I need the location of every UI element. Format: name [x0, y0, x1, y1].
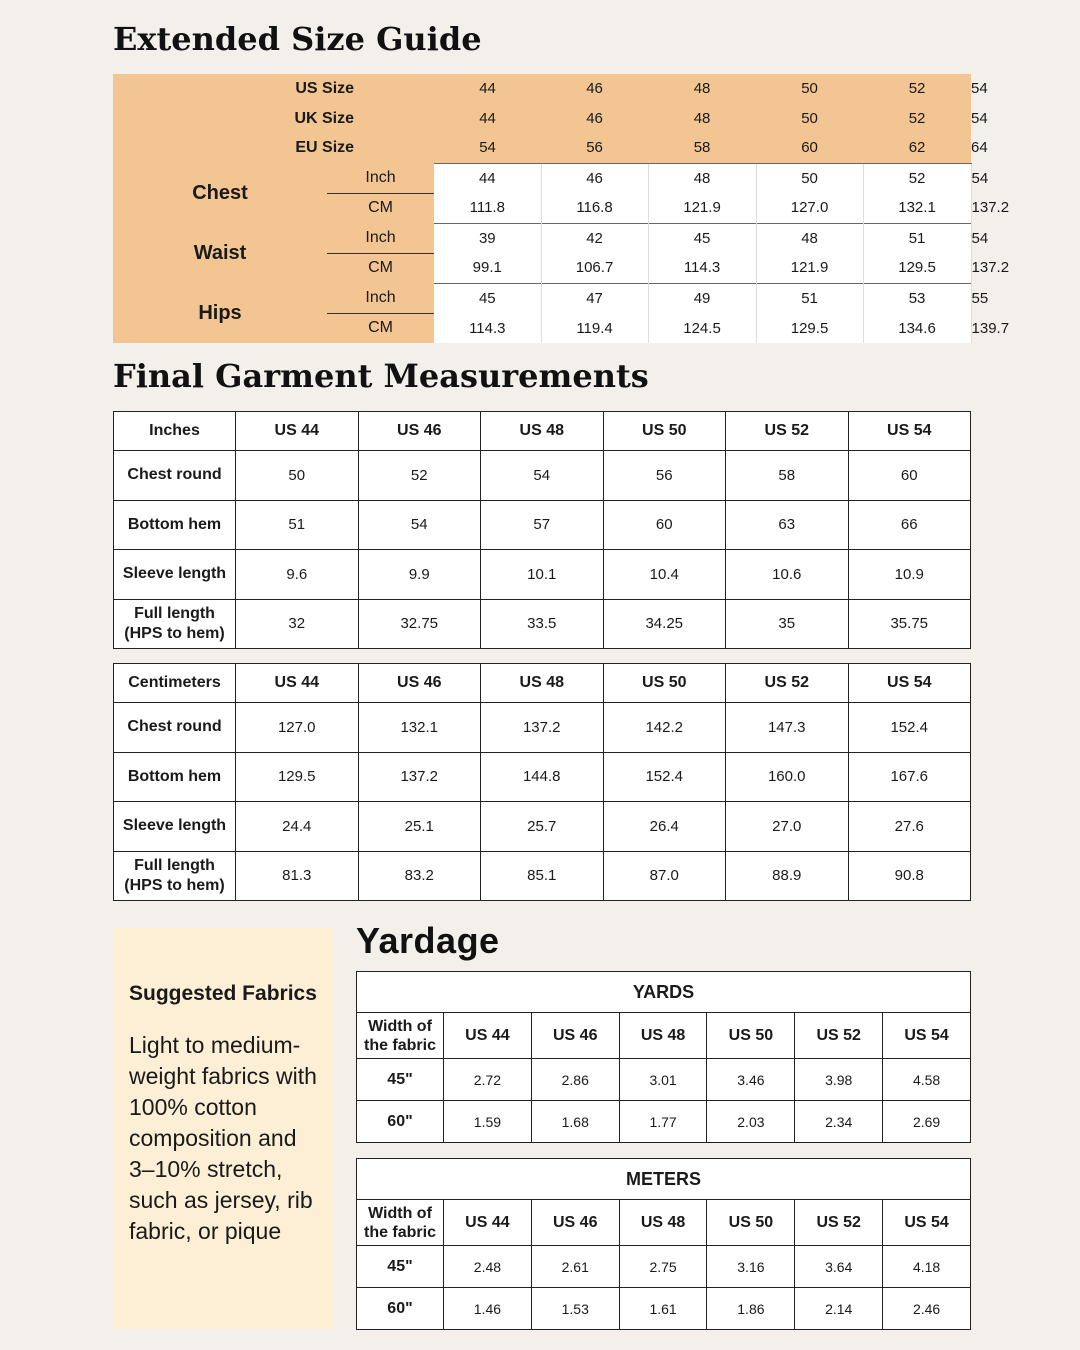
table-cell: 3.46: [707, 1059, 795, 1101]
table-cell: 57: [481, 500, 604, 550]
column-header: US 46: [358, 412, 481, 451]
measurement-value: 51: [863, 223, 971, 253]
column-header: US 50: [603, 412, 726, 451]
unit-label: Inch: [327, 283, 434, 313]
table-cell: 137.2: [481, 703, 604, 753]
measurement-value: 121.9: [648, 193, 756, 223]
column-header: US 44: [236, 412, 359, 451]
table-cell: 35: [726, 599, 849, 649]
unit-label: CM: [327, 193, 434, 223]
column-header: US 46: [358, 664, 481, 703]
measurement-value: 116.8: [541, 193, 648, 223]
table-cell: 87.0: [603, 851, 726, 901]
measurement-value: 45: [648, 223, 756, 253]
table-cell: 60: [603, 500, 726, 550]
size-value: 48: [648, 104, 756, 134]
measurement-row: CM 114.3 119.4 124.5 129.5 134.6 139.7: [113, 313, 971, 343]
table-cell: 2.75: [619, 1246, 707, 1288]
size-value: 44: [434, 104, 541, 134]
measurement-value: 119.4: [541, 313, 648, 343]
table-cell: 83.2: [358, 851, 481, 901]
table-cell: 58: [726, 451, 849, 501]
measurement-value: 39: [434, 223, 541, 253]
row-label: [114, 451, 236, 501]
table-cell: 81.3: [236, 851, 359, 901]
column-header: US 52: [795, 1200, 883, 1246]
table-cell: 3.01: [619, 1059, 707, 1101]
measurement-value: 53: [863, 283, 971, 313]
table-cell: 2.69: [883, 1101, 971, 1143]
measurement-value: 129.5: [863, 253, 971, 283]
measurement-value: 121.9: [756, 253, 863, 283]
table-cell: 3.16: [707, 1246, 795, 1288]
measurement-value: 52: [863, 163, 971, 193]
unit-label: Inch: [327, 163, 434, 193]
corner-label: [357, 1013, 444, 1059]
table-cell: 4.18: [883, 1246, 971, 1288]
table-caption-row: [357, 972, 971, 1013]
table-cell: 90.8: [848, 851, 971, 901]
fabrics-title: Suggested Fabrics: [129, 982, 317, 1005]
column-header: US 50: [603, 664, 726, 703]
table-cell: 1.61: [619, 1288, 707, 1330]
table-cell: 2.14: [795, 1288, 883, 1330]
table-cell: 9.6: [236, 550, 359, 600]
column-header: US 44: [236, 664, 359, 703]
table-header-row: [114, 664, 971, 703]
column-header: US 48: [619, 1200, 707, 1246]
measurement-value: 127.0: [756, 193, 863, 223]
size-value: 50: [756, 74, 863, 104]
centimeters-table: [113, 663, 971, 901]
column-header: US 46: [531, 1013, 619, 1059]
table-row: [357, 1059, 971, 1101]
column-header: US 50: [707, 1200, 795, 1246]
measurement-value: 49: [648, 283, 756, 313]
table-row: [114, 851, 971, 901]
size-system-label: US Size: [113, 74, 434, 104]
table-cell: 129.5: [236, 752, 359, 802]
column-header: US 44: [444, 1013, 532, 1059]
table-cell: 66: [848, 500, 971, 550]
column-header: US 54: [883, 1013, 971, 1059]
row-label-line: Full length: [134, 604, 215, 622]
measurement-value: 114.3: [434, 313, 541, 343]
group-label-hips: Hips: [113, 283, 327, 343]
row-label-line: Chest round: [127, 466, 222, 484]
size-system-label: UK Size: [113, 104, 434, 134]
row-label-line: Bottom hem: [127, 515, 222, 533]
table-cell: 137.2: [358, 752, 481, 802]
table-cell: 2.34: [795, 1101, 883, 1143]
size-system-label: EU Size: [113, 133, 434, 163]
size-value: 46: [541, 104, 648, 134]
unit-label: Inch: [327, 223, 434, 253]
measurement-value: 51: [756, 283, 863, 313]
measurement-row: Chest Inch 44 46 48 50 52 54: [113, 163, 971, 193]
table-cell: 2.72: [444, 1059, 532, 1101]
size-header-row: EU Size 54 56 58 60 62 64: [113, 133, 971, 163]
size-value: 52: [863, 74, 971, 104]
corner-label: Inches: [114, 412, 236, 451]
table-row: [114, 752, 971, 802]
table-row: [114, 550, 971, 600]
table-caption: YARDS: [357, 972, 971, 1013]
column-header: US 46: [531, 1200, 619, 1246]
table-cell: 25.1: [358, 802, 481, 852]
table-cell: 1.59: [444, 1101, 532, 1143]
row-label: 45": [357, 1246, 444, 1288]
unit-label: CM: [327, 313, 434, 343]
table-cell: 35.75: [848, 599, 971, 649]
column-header: US 54: [848, 664, 971, 703]
table-cell: 127.0: [236, 703, 359, 753]
table-cell: 54: [358, 500, 481, 550]
size-value: 50: [756, 104, 863, 134]
table-row: [114, 500, 971, 550]
table-caption: METERS: [357, 1159, 971, 1200]
size-guide-title: Extended Size Guide: [113, 20, 482, 58]
table-cell: 85.1: [481, 851, 604, 901]
table-cell: 144.8: [481, 752, 604, 802]
table-cell: 27.0: [726, 802, 849, 852]
measurement-value: 111.8: [434, 193, 541, 223]
size-value: 46: [541, 74, 648, 104]
table-cell: 10.1: [481, 550, 604, 600]
table-cell: 2.48: [444, 1246, 532, 1288]
measurement-value: 132.1: [863, 193, 971, 223]
measurement-value: 48: [756, 223, 863, 253]
row-label: [114, 500, 236, 550]
table-cell: 52: [358, 451, 481, 501]
table-cell: 34.25: [603, 599, 726, 649]
measurement-value: 106.7: [541, 253, 648, 283]
table-row: [114, 451, 971, 501]
table-cell: 2.61: [531, 1246, 619, 1288]
measurement-value: 47: [541, 283, 648, 313]
fabrics-text: Light to medium-weight fabrics with 100% cotton composition and 3–10% stretch, such as jersey, rib fabric, or pique: [129, 1032, 317, 1244]
table-cell: 2.03: [707, 1101, 795, 1143]
row-label-line: (HPS to hem): [124, 624, 225, 642]
table-cell: 152.4: [603, 752, 726, 802]
column-header: US 44: [444, 1200, 532, 1246]
table-cell: 1.68: [531, 1101, 619, 1143]
column-header: US 48: [619, 1013, 707, 1059]
corner-label: Centimeters: [114, 664, 236, 703]
row-label-line: Sleeve length: [122, 817, 227, 835]
table-cell: 56: [603, 451, 726, 501]
table-row: [357, 1246, 971, 1288]
table-cell: 152.4: [848, 703, 971, 753]
table-cell: 60: [848, 451, 971, 501]
row-label-line: (HPS to hem): [124, 876, 225, 894]
table-cell: 167.6: [848, 752, 971, 802]
measurement-row: CM 99.1 106.7 114.3 121.9 129.5 137.2: [113, 253, 971, 283]
table-cell: 24.4: [236, 802, 359, 852]
row-label: [114, 599, 236, 649]
measurement-value: 99.1: [434, 253, 541, 283]
table-cell: 32: [236, 599, 359, 649]
table-cell: 132.1: [358, 703, 481, 753]
measurement-value: 50: [756, 163, 863, 193]
row-label-line: Chest round: [127, 718, 222, 736]
column-header: US 50: [707, 1013, 795, 1059]
row-label: 45": [357, 1059, 444, 1101]
row-label-line: Full length: [134, 856, 215, 874]
table-cell: 1.77: [619, 1101, 707, 1143]
row-label: 60": [357, 1288, 444, 1330]
table-cell: 147.3: [726, 703, 849, 753]
corner-line: the fabric: [363, 1223, 436, 1241]
measurement-value: 45: [434, 283, 541, 313]
table-cell: 88.9: [726, 851, 849, 901]
yards-table: [356, 971, 971, 1143]
size-header-row: US Size 44 46 48 50 52 54: [113, 74, 971, 104]
size-value: 62: [863, 133, 971, 163]
table-cell: 33.5: [481, 599, 604, 649]
inches-table: [113, 411, 971, 649]
column-header: US 52: [795, 1013, 883, 1059]
table-cell: 9.9: [358, 550, 481, 600]
table-cell: 32.75: [358, 599, 481, 649]
measurement-row: Hips Inch 45 47 49 51 53 55: [113, 283, 971, 313]
column-header: US 52: [726, 664, 849, 703]
table-cell: 1.53: [531, 1288, 619, 1330]
table-cell: 2.86: [531, 1059, 619, 1101]
table-header-row: [114, 412, 971, 451]
size-header-row: UK Size 44 46 48 50 52 54: [113, 104, 971, 134]
measurement-value: 48: [648, 163, 756, 193]
table-caption-row: [357, 1159, 971, 1200]
table-cell: 2.46: [883, 1288, 971, 1330]
table-cell: 50: [236, 451, 359, 501]
column-header: US 48: [481, 664, 604, 703]
table-cell: 10.9: [848, 550, 971, 600]
size-value: 48: [648, 74, 756, 104]
table-cell: 27.6: [848, 802, 971, 852]
group-label-waist: Waist: [113, 223, 327, 283]
table-cell: 4.58: [883, 1059, 971, 1101]
size-value: 60: [756, 133, 863, 163]
size-guide-table: [113, 74, 1010, 343]
table-cell: 51: [236, 500, 359, 550]
size-value: 44: [434, 74, 541, 104]
table-cell: 160.0: [726, 752, 849, 802]
measurement-value: 46: [541, 163, 648, 193]
measurement-value: 114.3: [648, 253, 756, 283]
row-label: [114, 550, 236, 600]
table-cell: 3.98: [795, 1059, 883, 1101]
corner-line: Width of: [368, 1204, 432, 1222]
table-cell: 63: [726, 500, 849, 550]
column-header: US 54: [848, 412, 971, 451]
table-row: [114, 802, 971, 852]
row-label: [114, 703, 236, 753]
garment-title: Final Garment Measurements: [113, 357, 649, 395]
corner-line: Width of: [368, 1017, 432, 1035]
row-label: [114, 802, 236, 852]
column-header: US 52: [726, 412, 849, 451]
row-label-line: Bottom hem: [127, 767, 222, 785]
table-cell: 26.4: [603, 802, 726, 852]
measurement-row: Waist Inch 39 42 45 48 51 54: [113, 223, 971, 253]
measurement-value: 134.6: [863, 313, 971, 343]
table-cell: 10.6: [726, 550, 849, 600]
column-header: US 48: [481, 412, 604, 451]
measurement-value: 42: [541, 223, 648, 253]
table-header-row: [357, 1200, 971, 1246]
table-cell: 3.64: [795, 1246, 883, 1288]
yardage-title: Yardage: [356, 920, 500, 961]
table-row: [114, 599, 971, 649]
column-header: US 54: [883, 1200, 971, 1246]
row-label: 60": [357, 1101, 444, 1143]
size-value: 56: [541, 133, 648, 163]
table-cell: 142.2: [603, 703, 726, 753]
suggested-fabrics-box: [113, 928, 334, 1329]
table-cell: 54: [481, 451, 604, 501]
row-label: [114, 851, 236, 901]
size-value: 54: [434, 133, 541, 163]
measurement-value: 129.5: [756, 313, 863, 343]
table-header-row: [357, 1013, 971, 1059]
row-label: [114, 752, 236, 802]
measurement-row: CM 111.8 116.8 121.9 127.0 132.1 137.2: [113, 193, 971, 223]
table-row: [357, 1288, 971, 1330]
unit-label: CM: [327, 253, 434, 283]
size-value: 52: [863, 104, 971, 134]
table-cell: 25.7: [481, 802, 604, 852]
table-cell: 10.4: [603, 550, 726, 600]
corner-label: [357, 1200, 444, 1246]
corner-line: the fabric: [363, 1036, 436, 1054]
row-label-line: Sleeve length: [122, 565, 227, 583]
table-row: [114, 703, 971, 753]
table-row: [357, 1101, 971, 1143]
table-cell: 1.46: [444, 1288, 532, 1330]
measurement-value: 44: [434, 163, 541, 193]
measurement-value: 124.5: [648, 313, 756, 343]
table-cell: 1.86: [707, 1288, 795, 1330]
group-label-chest: Chest: [113, 163, 327, 223]
meters-table: [356, 1158, 971, 1330]
size-value: 58: [648, 133, 756, 163]
